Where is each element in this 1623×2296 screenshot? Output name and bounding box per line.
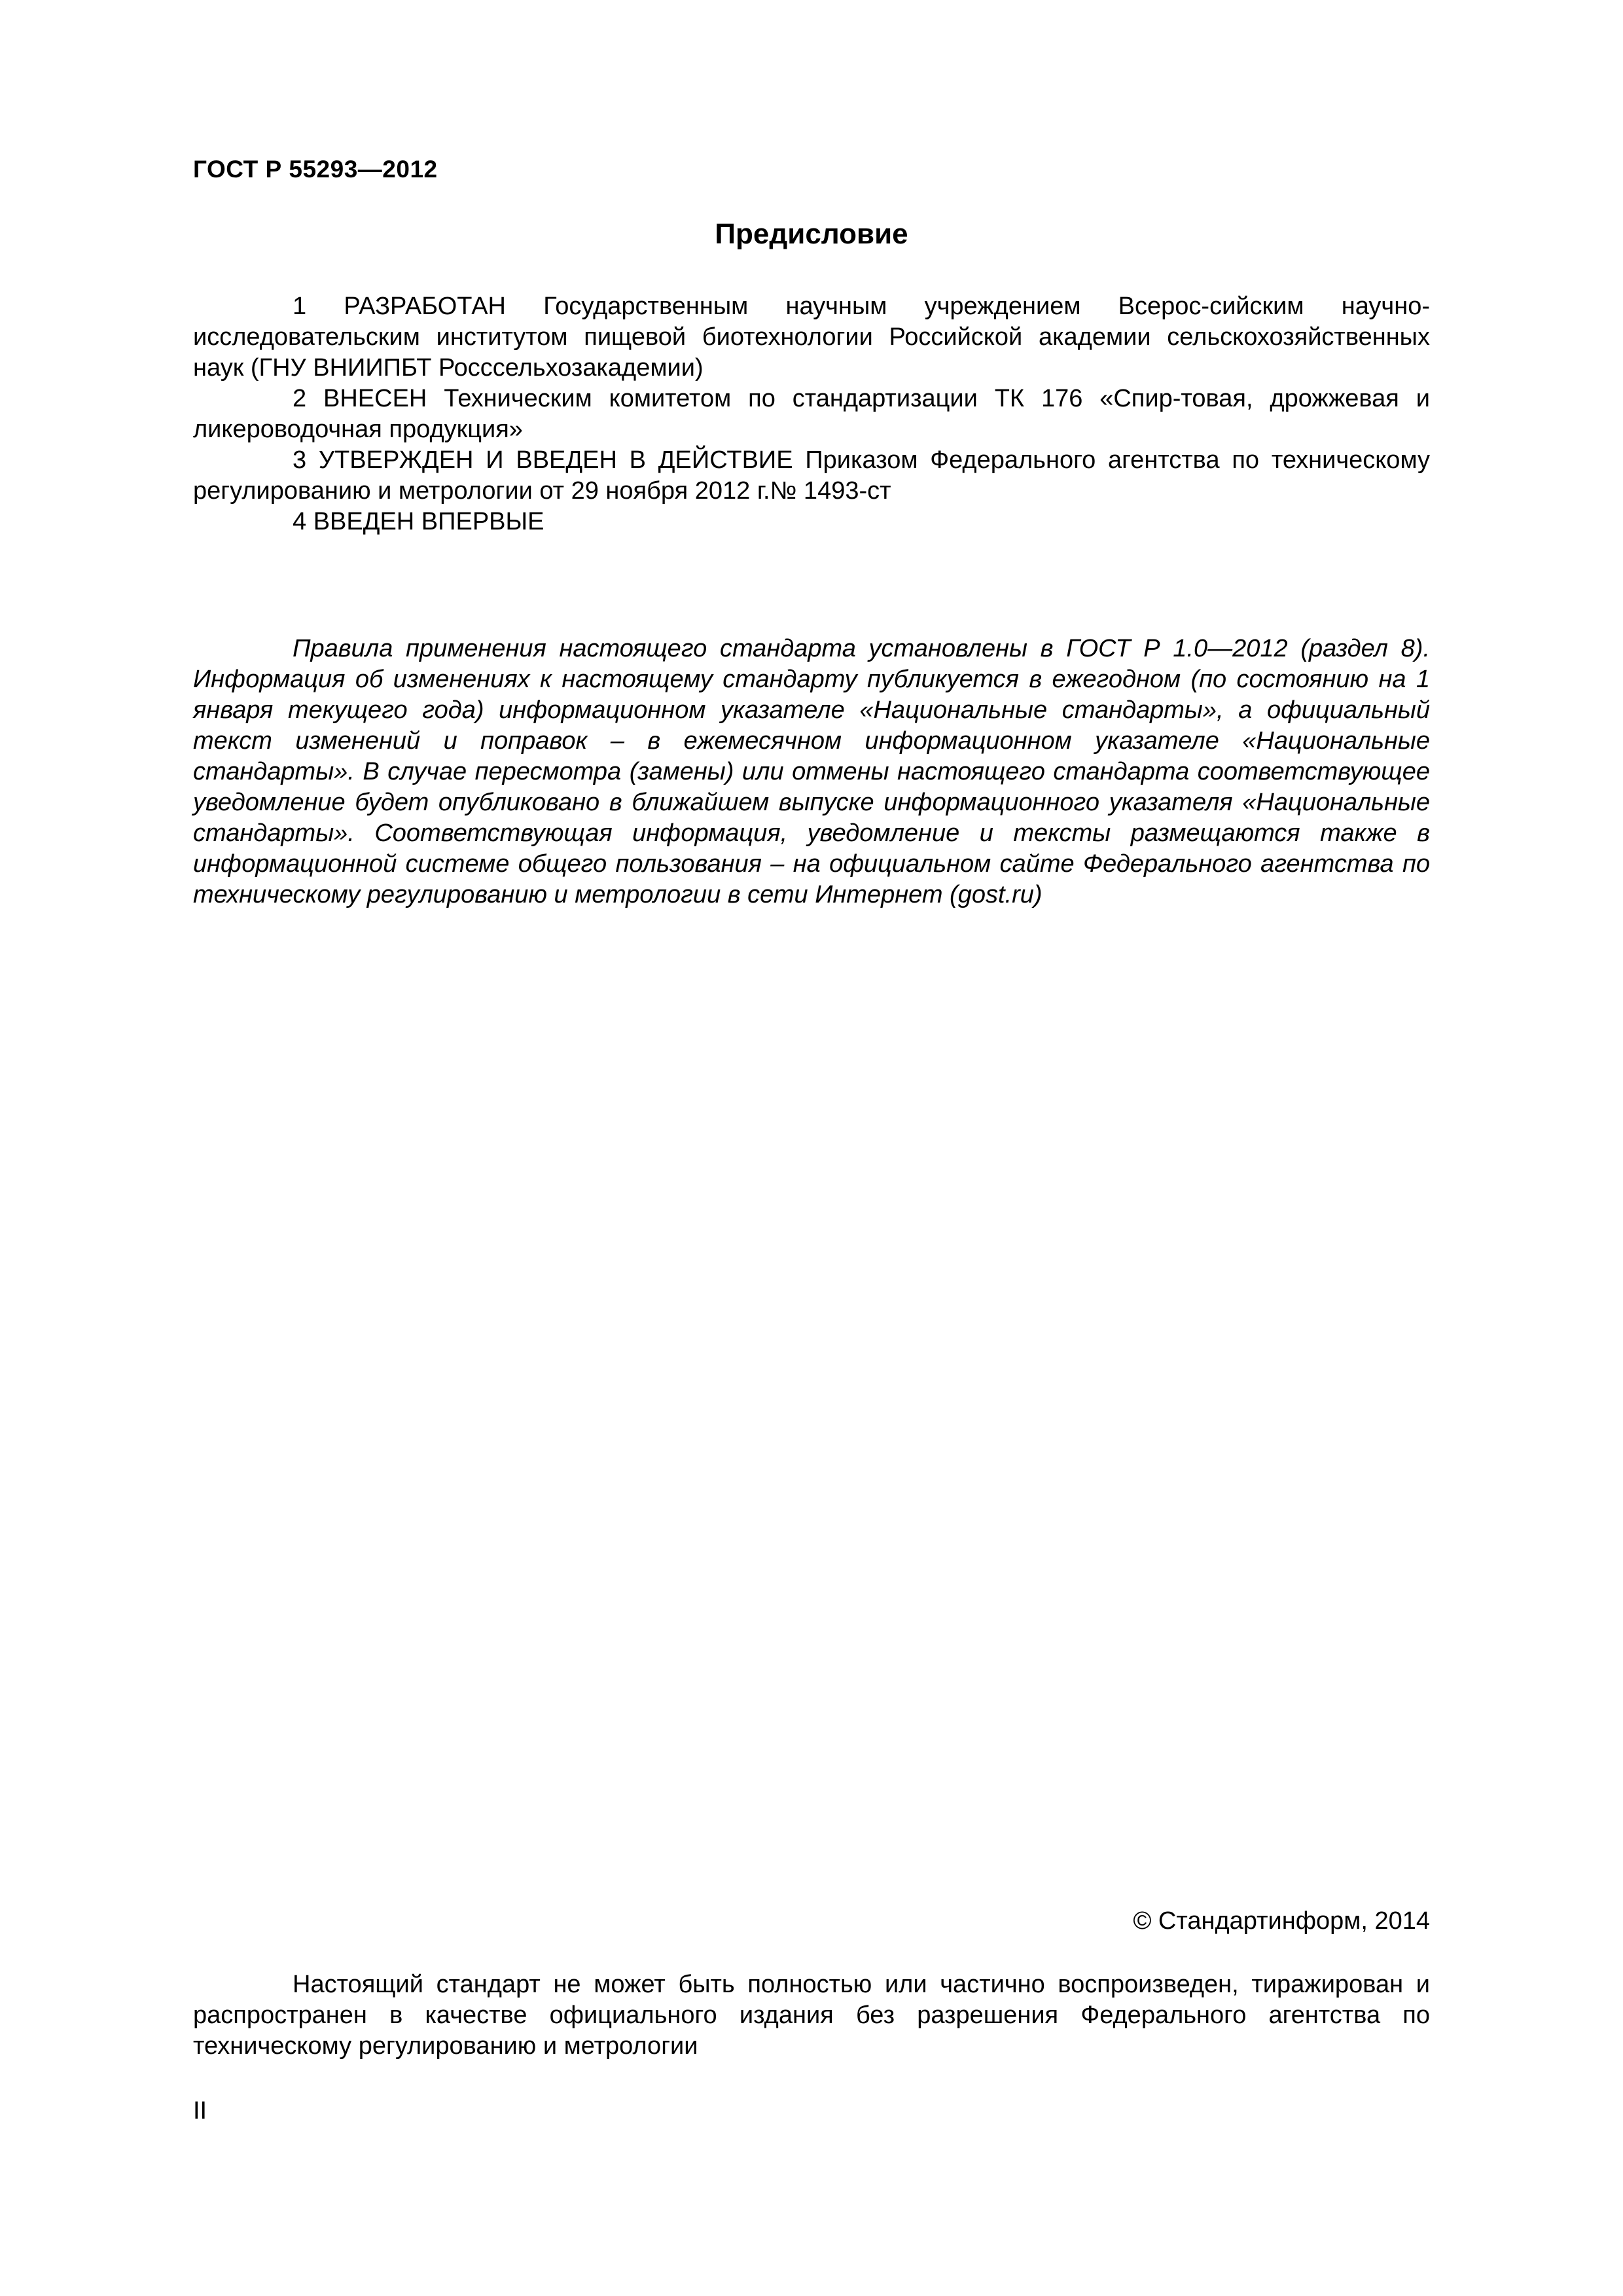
preface-section bbox=[193, 291, 1430, 537]
preface-item-introduced: 4 ВВЕДЕН ВПЕРВЫЕ bbox=[293, 508, 544, 535]
reproduction-notice-text: Настоящий стандарт не может быть полностью или частично воспроизведен, тиражирован и распространен в качестве официального издания без разрешения Федерального агентства по техническому регулированию и метрологии bbox=[193, 1971, 1430, 2060]
page-number: II bbox=[193, 2097, 207, 2125]
copyright-line: © Стандартинформ, 2014 bbox=[1133, 1907, 1430, 1935]
preface-item-submitted: 2 ВНЕСЕН Техническим комитетом по стандартизации ТК 176 «Спир-товая, дрожжевая и ликероводочная продукция» bbox=[193, 385, 1430, 443]
preface-item-approved: 3 УТВЕРЖДЕН И ВВЕДЕН В ДЕЙСТВИЕ Приказом Федерального агентства по техническому регулированию и метрологии от 29 ноября 2012 г.№ 1493-ст bbox=[193, 446, 1430, 505]
application-rules-text: Правила применения настоящего стандарта установлены в ГОСТ Р 1.0—2012 (раздел 8). Информация об изменениях к настоящему стандарту публикуется в ежегодном (по состоянию на 1 января текущего года) информационном указателе «Национальные стандарты», а официальный текст изменений и поправок – в ежемесячном информационном указателе «Национальные стандарты». В случае пересмотра (замены) или отмены настоящего стандарта соответствующее уведомление будет опубликовано в ближайшем выпуске информационного указателя «Национальные стандарты». Соответствующая информация, уведомление и тексты размещаются также в информационной системе общего пользования – на официальном сайте Федерального агентства по техническому регулированию и метрологии в сети Интернет (gost.ru) bbox=[193, 635, 1430, 908]
preface-item-developed: 1 РАЗРАБОТАН Государственным научным учреждением Всерос-сийским научно-исследовательским институтом пищевой биотехнологии Российской академии сельскохозяйственных наук (ГНУ ВНИИПБТ Росссельхозакадемии) bbox=[193, 293, 1430, 382]
standard-code: ГОСТ Р 55293—2012 bbox=[193, 156, 438, 183]
reproduction-notice bbox=[193, 1969, 1430, 2062]
page-title: Предисловие bbox=[715, 218, 908, 250]
application-rules-section bbox=[193, 634, 1430, 910]
